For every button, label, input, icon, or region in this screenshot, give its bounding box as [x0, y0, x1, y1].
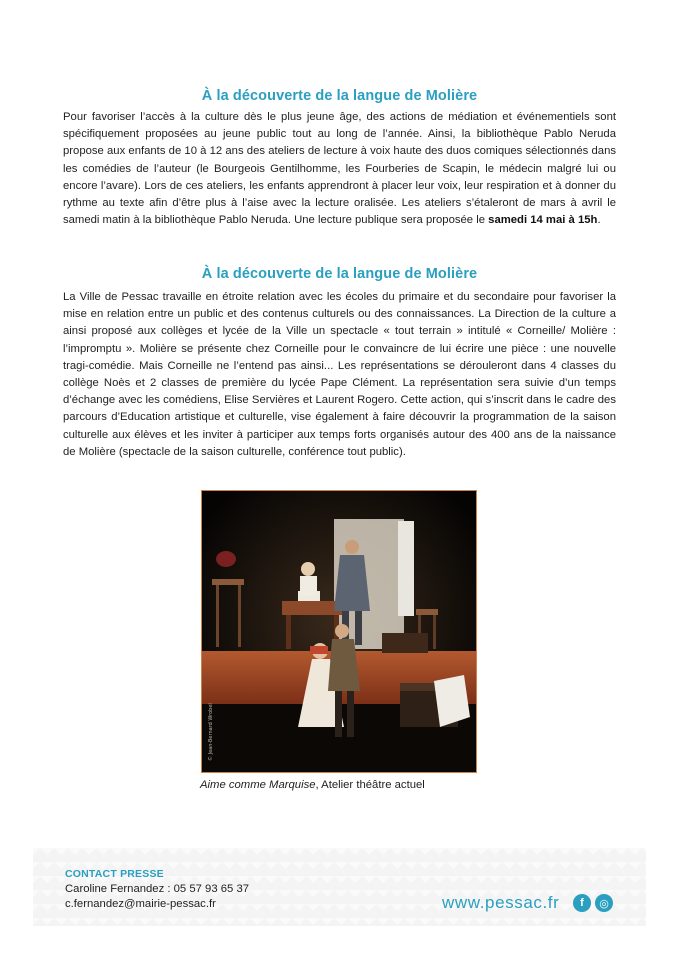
theatre-photo — [201, 490, 477, 773]
facebook-icon[interactable]: f — [573, 894, 591, 912]
photo-caption — [200, 779, 500, 791]
caption-rest: , Atelier théâtre actuel — [315, 779, 425, 791]
theatre-scene-illustration — [202, 491, 477, 773]
photo-credit: © Jean-Bernard Wrobel — [208, 703, 214, 761]
section-2-title: À la découverte de la langue de Molière — [201, 266, 478, 282]
section-1-text: Pour favoriser l’accès à la culture dès le plus jeune âge, des actions de médiation et événementiels sont spécifiquement proposées au jeune public tout au long de l’année. Ainsi, la bibliothèque Pablo Neruda propose aux enfants de 10 à 12 ans des ateliers de lecture à voix haute des duos comiques sélectionnés dans les comédies de l’auteur (le Bourgeois Gentilhomme, les Fourberies de Scapin, le médecin malgré lui ou encore l’avare). Lors de ces ateliers, les enfants apprendront à placer leur voix, leur respiration et à donner du rythme au texte afin d’être plus à l’aise avec la lecture oralisée. Les ateliers s’étaleront de mars à avril le samedi matin à la bibliothèque Pablo Neruda. Une lecture publique sera proposée le — [63, 111, 616, 227]
section-1-body — [63, 109, 616, 229]
contact-title: CONTACT PRESSE — [65, 868, 164, 880]
contact-name-phone: Caroline Fernandez : 05 57 93 65 37 — [65, 883, 250, 895]
press-contact-footer — [33, 848, 646, 926]
section-1-title: À la découverte de la langue de Molière — [201, 88, 478, 104]
website-link[interactable]: www.pessac.fr — [442, 893, 560, 912]
instagram-icon[interactable]: ◎ — [595, 894, 613, 912]
contact-email[interactable]: c.fernandez@mairie-pessac.fr — [65, 898, 216, 910]
section-1-date: samedi 14 mai à 15h — [488, 214, 598, 227]
section-1-text-end: . — [597, 214, 601, 227]
section-2-body: La Ville de Pessac travaille en étroite relation avec les écoles du primaire et du secondaire pour favoriser la mise en relation entre un public et des contenus culturels ou des connaissances. La Direction de la culture a ainsi proposé aux collèges et lycée de la Ville un spectacle « tout terrain » intitulé « Corneille/ Molière : l’impromptu ». Molière se présente chez Corneille pour le convaincre de lui écrire une pièce : une nouvelle tragi-comédie. Mais Corneille ne l’entend pas ainsi... Les représentations se dérouleront dans 4 classes du collège Noès et 2 classes de première du lycée Pape Clément. La représentation sera suivie d’un temps d’échange avec les comédiens, Elise Servières et Laurent Rogero. Cette action, qui s’inscrit dans le cadre des parcours d’Education artistique et culturelle, vise également à faire découvrir la programmation de la saison culturelle aux élèves et les inviter à participer aux temps forts organisés autour des 400 ans de la naissance de Molière (spectacle de la saison culturelle, conférence tout public). — [63, 291, 616, 458]
caption-title: Aime comme Marquise — [200, 779, 316, 791]
